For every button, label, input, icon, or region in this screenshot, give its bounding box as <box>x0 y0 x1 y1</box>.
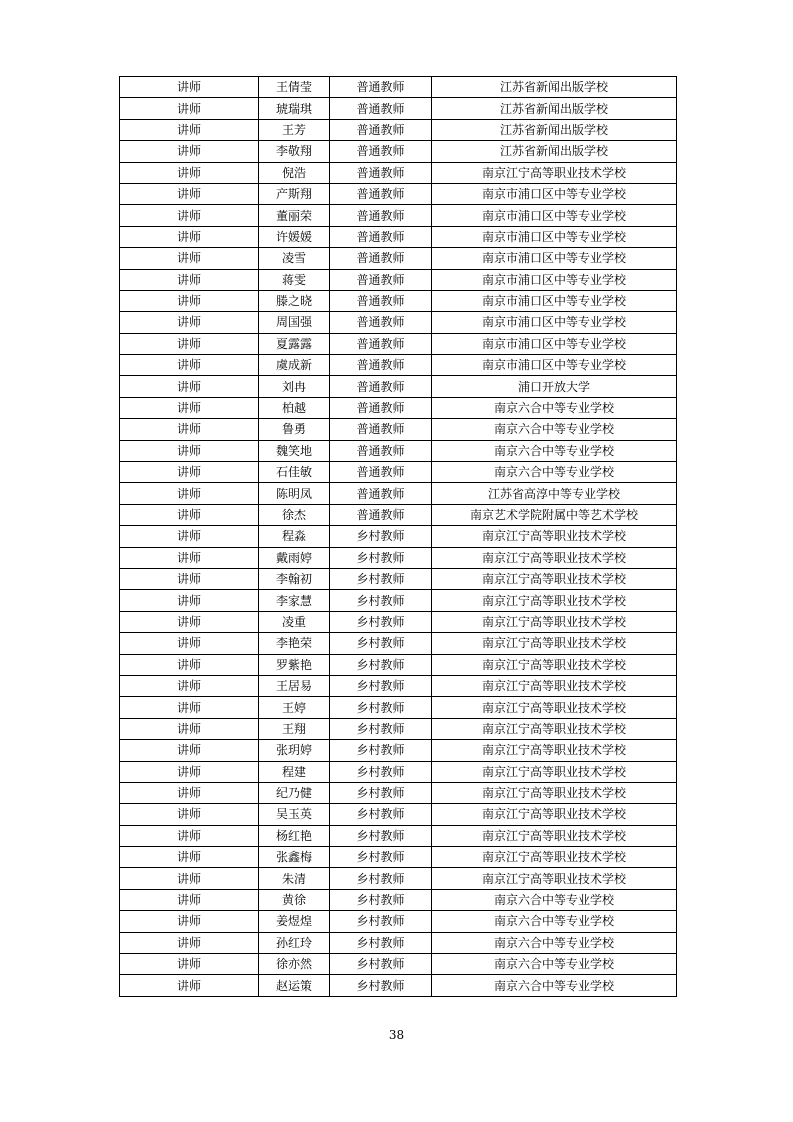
name-cell: 王芳 <box>259 119 330 140</box>
name-cell: 姜煜煌 <box>259 911 330 932</box>
name-cell: 王翔 <box>259 718 330 739</box>
title-cell: 讲师 <box>120 761 259 782</box>
school-cell: 南京江宁高等职业技术学校 <box>432 547 677 568</box>
teacher-type-cell: 乡村教师 <box>330 611 432 632</box>
title-cell: 讲师 <box>120 462 259 483</box>
school-cell: 南京江宁高等职业技术学校 <box>432 611 677 632</box>
name-cell: 虞成新 <box>259 355 330 376</box>
teacher-type-cell: 乡村教师 <box>330 654 432 675</box>
title-cell: 讲师 <box>120 226 259 247</box>
title-cell: 讲师 <box>120 248 259 269</box>
school-cell: 南京江宁高等职业技术学校 <box>432 654 677 675</box>
title-cell: 讲师 <box>120 269 259 290</box>
table-row <box>120 718 677 739</box>
teacher-type-cell: 普通教师 <box>330 504 432 525</box>
name-cell: 孙红玲 <box>259 932 330 953</box>
title-cell: 讲师 <box>120 183 259 204</box>
table-row <box>120 932 677 953</box>
table-row <box>120 141 677 162</box>
table-row <box>120 654 677 675</box>
teacher-type-cell: 普通教师 <box>330 483 432 504</box>
table-row <box>120 633 677 654</box>
title-cell: 讲师 <box>120 333 259 354</box>
school-cell: 南京江宁高等职业技术学校 <box>432 162 677 183</box>
teacher-type-cell: 乡村教师 <box>330 889 432 910</box>
page-number: 38 <box>388 1028 405 1042</box>
name-cell: 戴雨婷 <box>259 547 330 568</box>
title-cell: 讲师 <box>120 804 259 825</box>
table-row <box>120 462 677 483</box>
title-cell: 讲师 <box>120 954 259 975</box>
school-cell: 南京江宁高等职业技术学校 <box>432 825 677 846</box>
table-row <box>120 355 677 376</box>
table-row <box>120 847 677 868</box>
table-row <box>120 419 677 440</box>
table-row <box>120 782 677 803</box>
teacher-type-cell: 普通教师 <box>330 141 432 162</box>
teacher-type-cell: 普通教师 <box>330 419 432 440</box>
title-cell: 讲师 <box>120 547 259 568</box>
school-cell: 南京六合中等专业学校 <box>432 462 677 483</box>
school-cell: 江苏省新闻出版学校 <box>432 98 677 119</box>
title-cell: 讲师 <box>120 162 259 183</box>
name-cell: 张鑫梅 <box>259 847 330 868</box>
title-cell: 讲师 <box>120 440 259 461</box>
title-cell: 讲师 <box>120 205 259 226</box>
name-cell: 朱清 <box>259 868 330 889</box>
teacher-type-cell: 普通教师 <box>330 248 432 269</box>
teacher-type-cell: 乡村教师 <box>330 675 432 696</box>
teacher-type-cell: 普通教师 <box>330 77 432 98</box>
teacher-type-cell: 普通教师 <box>330 376 432 397</box>
title-cell: 讲师 <box>120 782 259 803</box>
title-cell: 讲师 <box>120 975 259 996</box>
school-cell: 南京江宁高等职业技术学校 <box>432 868 677 889</box>
teacher-type-cell: 普通教师 <box>330 269 432 290</box>
table-row <box>120 547 677 568</box>
table-row <box>120 119 677 140</box>
table-row <box>120 290 677 311</box>
title-cell: 讲师 <box>120 847 259 868</box>
teacher-type-cell: 普通教师 <box>330 119 432 140</box>
school-cell: 南京市浦口区中等专业学校 <box>432 248 677 269</box>
teacher-type-cell: 普通教师 <box>330 290 432 311</box>
name-cell: 蒋雯 <box>259 269 330 290</box>
teacher-type-cell: 乡村教师 <box>330 847 432 868</box>
name-cell: 鲁勇 <box>259 419 330 440</box>
school-cell: 南京市浦口区中等专业学校 <box>432 205 677 226</box>
roster-table <box>119 76 677 997</box>
school-cell: 南京江宁高等职业技术学校 <box>432 633 677 654</box>
teacher-type-cell: 乡村教师 <box>330 804 432 825</box>
title-cell: 讲师 <box>120 504 259 525</box>
teacher-type-cell: 普通教师 <box>330 98 432 119</box>
school-cell: 南京江宁高等职业技术学校 <box>432 804 677 825</box>
title-cell: 讲师 <box>120 740 259 761</box>
school-cell: 南京市浦口区中等专业学校 <box>432 355 677 376</box>
school-cell: 浦口开放大学 <box>432 376 677 397</box>
title-cell: 讲师 <box>120 141 259 162</box>
name-cell: 魏笑地 <box>259 440 330 461</box>
table-row <box>120 397 677 418</box>
title-cell: 讲师 <box>120 483 259 504</box>
school-cell: 南京江宁高等职业技术学校 <box>432 718 677 739</box>
school-cell: 江苏省新闻出版学校 <box>432 77 677 98</box>
title-cell: 讲师 <box>120 675 259 696</box>
title-cell: 讲师 <box>120 889 259 910</box>
school-cell: 南京艺术学院附属中等艺术学校 <box>432 504 677 525</box>
school-cell: 南京六合中等专业学校 <box>432 889 677 910</box>
title-cell: 讲师 <box>120 526 259 547</box>
school-cell: 南京江宁高等职业技术学校 <box>432 568 677 589</box>
school-cell: 南京市浦口区中等专业学校 <box>432 290 677 311</box>
table-row <box>120 333 677 354</box>
title-cell: 讲师 <box>120 397 259 418</box>
table-row <box>120 675 677 696</box>
title-cell: 讲师 <box>120 355 259 376</box>
name-cell: 陈明凤 <box>259 483 330 504</box>
name-cell: 产斯翔 <box>259 183 330 204</box>
table-row <box>120 975 677 996</box>
title-cell: 讲师 <box>120 633 259 654</box>
teacher-type-cell: 乡村教师 <box>330 633 432 654</box>
name-cell: 纪乃健 <box>259 782 330 803</box>
teacher-type-cell: 普通教师 <box>330 205 432 226</box>
teacher-type-cell: 乡村教师 <box>330 911 432 932</box>
table-row <box>120 162 677 183</box>
title-cell: 讲师 <box>120 911 259 932</box>
title-cell: 讲师 <box>120 568 259 589</box>
name-cell: 徐亦然 <box>259 954 330 975</box>
teacher-type-cell: 普通教师 <box>330 333 432 354</box>
table-row <box>120 868 677 889</box>
school-cell: 南京六合中等专业学校 <box>432 932 677 953</box>
school-cell: 南京六合中等专业学校 <box>432 911 677 932</box>
table-row <box>120 269 677 290</box>
title-cell: 讲师 <box>120 376 259 397</box>
name-cell: 李翰初 <box>259 568 330 589</box>
name-cell: 李艳荣 <box>259 633 330 654</box>
school-cell: 南京市浦口区中等专业学校 <box>432 183 677 204</box>
name-cell: 黄徐 <box>259 889 330 910</box>
name-cell: 凌雪 <box>259 248 330 269</box>
name-cell: 赵运策 <box>259 975 330 996</box>
school-cell: 南京江宁高等职业技术学校 <box>432 740 677 761</box>
name-cell: 程建 <box>259 761 330 782</box>
school-cell: 江苏省高淳中等专业学校 <box>432 483 677 504</box>
table-row <box>120 312 677 333</box>
teacher-type-cell: 乡村教师 <box>330 590 432 611</box>
teacher-type-cell: 乡村教师 <box>330 975 432 996</box>
title-cell: 讲师 <box>120 932 259 953</box>
name-cell: 滕之晓 <box>259 290 330 311</box>
school-cell: 南京六合中等专业学校 <box>432 975 677 996</box>
table-row <box>120 226 677 247</box>
name-cell: 王居易 <box>259 675 330 696</box>
name-cell: 刘冉 <box>259 376 330 397</box>
table-row <box>120 804 677 825</box>
table-row <box>120 825 677 846</box>
table-row <box>120 954 677 975</box>
school-cell: 南京江宁高等职业技术学校 <box>432 675 677 696</box>
name-cell: 李家慧 <box>259 590 330 611</box>
school-cell: 南京六合中等专业学校 <box>432 397 677 418</box>
school-cell: 南京江宁高等职业技术学校 <box>432 526 677 547</box>
title-cell: 讲师 <box>120 590 259 611</box>
table-row <box>120 440 677 461</box>
name-cell: 夏露露 <box>259 333 330 354</box>
title-cell: 讲师 <box>120 312 259 333</box>
table-row <box>120 740 677 761</box>
school-cell: 南京市浦口区中等专业学校 <box>432 269 677 290</box>
school-cell: 南京市浦口区中等专业学校 <box>432 333 677 354</box>
title-cell: 讲师 <box>120 654 259 675</box>
teacher-type-cell: 乡村教师 <box>330 932 432 953</box>
name-cell: 柏越 <box>259 397 330 418</box>
teacher-type-cell: 乡村教师 <box>330 868 432 889</box>
table-row <box>120 248 677 269</box>
teacher-type-cell: 普通教师 <box>330 183 432 204</box>
school-cell: 江苏省新闻出版学校 <box>432 119 677 140</box>
title-cell: 讲师 <box>120 98 259 119</box>
name-cell: 程淼 <box>259 526 330 547</box>
teacher-type-cell: 乡村教师 <box>330 718 432 739</box>
name-cell: 许媛媛 <box>259 226 330 247</box>
title-cell: 讲师 <box>120 119 259 140</box>
table-row <box>120 590 677 611</box>
table-row <box>120 504 677 525</box>
teacher-type-cell: 乡村教师 <box>330 526 432 547</box>
table-row <box>120 761 677 782</box>
school-cell: 南京市浦口区中等专业学校 <box>432 226 677 247</box>
table-row <box>120 526 677 547</box>
name-cell: 倪浩 <box>259 162 330 183</box>
school-cell: 南京六合中等专业学校 <box>432 954 677 975</box>
teacher-type-cell: 普通教师 <box>330 355 432 376</box>
title-cell: 讲师 <box>120 290 259 311</box>
school-cell: 南京六合中等专业学校 <box>432 440 677 461</box>
teacher-type-cell: 普通教师 <box>330 462 432 483</box>
table-row <box>120 568 677 589</box>
name-cell: 杨红艳 <box>259 825 330 846</box>
teacher-type-cell: 普通教师 <box>330 226 432 247</box>
roster-table-body <box>120 77 677 997</box>
teacher-type-cell: 普通教师 <box>330 397 432 418</box>
table-row <box>120 611 677 632</box>
name-cell: 王婷 <box>259 697 330 718</box>
school-cell: 南京江宁高等职业技术学校 <box>432 847 677 868</box>
title-cell: 讲师 <box>120 611 259 632</box>
table-row <box>120 911 677 932</box>
teacher-type-cell: 乡村教师 <box>330 761 432 782</box>
table-row <box>120 376 677 397</box>
name-cell: 吴玉英 <box>259 804 330 825</box>
name-cell: 周国强 <box>259 312 330 333</box>
teacher-type-cell: 普通教师 <box>330 312 432 333</box>
table-row <box>120 697 677 718</box>
title-cell: 讲师 <box>120 697 259 718</box>
school-cell: 江苏省新闻出版学校 <box>432 141 677 162</box>
name-cell: 凌重 <box>259 611 330 632</box>
teacher-type-cell: 乡村教师 <box>330 782 432 803</box>
teacher-type-cell: 乡村教师 <box>330 547 432 568</box>
name-cell: 罗紫艳 <box>259 654 330 675</box>
table-row <box>120 183 677 204</box>
teacher-type-cell: 普通教师 <box>330 440 432 461</box>
title-cell: 讲师 <box>120 77 259 98</box>
table-row <box>120 205 677 226</box>
teacher-type-cell: 乡村教师 <box>330 740 432 761</box>
name-cell: 董丽荣 <box>259 205 330 226</box>
title-cell: 讲师 <box>120 718 259 739</box>
table-row <box>120 98 677 119</box>
teacher-type-cell: 乡村教师 <box>330 697 432 718</box>
name-cell: 李敬翔 <box>259 141 330 162</box>
teacher-type-cell: 乡村教师 <box>330 825 432 846</box>
table-row <box>120 889 677 910</box>
name-cell: 石佳敏 <box>259 462 330 483</box>
name-cell: 王倩莹 <box>259 77 330 98</box>
teacher-type-cell: 乡村教师 <box>330 568 432 589</box>
name-cell: 徐杰 <box>259 504 330 525</box>
name-cell: 张玥婷 <box>259 740 330 761</box>
school-cell: 南京江宁高等职业技术学校 <box>432 761 677 782</box>
title-cell: 讲师 <box>120 868 259 889</box>
school-cell: 南京六合中等专业学校 <box>432 419 677 440</box>
table-row <box>120 77 677 98</box>
school-cell: 南京江宁高等职业技术学校 <box>432 782 677 803</box>
title-cell: 讲师 <box>120 419 259 440</box>
school-cell: 南京江宁高等职业技术学校 <box>432 697 677 718</box>
teacher-type-cell: 普通教师 <box>330 162 432 183</box>
table-row <box>120 483 677 504</box>
teacher-type-cell: 乡村教师 <box>330 954 432 975</box>
name-cell: 琥瑞琪 <box>259 98 330 119</box>
school-cell: 南京市浦口区中等专业学校 <box>432 312 677 333</box>
title-cell: 讲师 <box>120 825 259 846</box>
school-cell: 南京江宁高等职业技术学校 <box>432 590 677 611</box>
